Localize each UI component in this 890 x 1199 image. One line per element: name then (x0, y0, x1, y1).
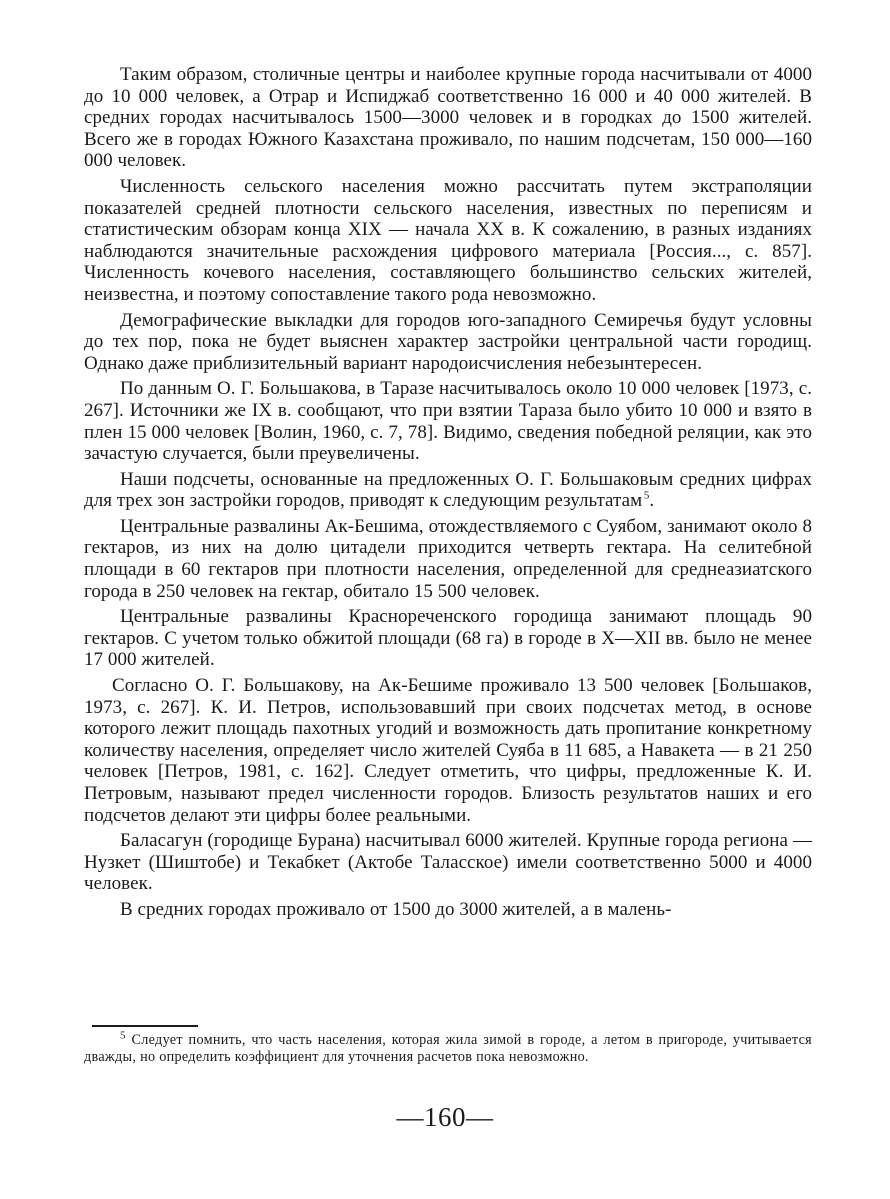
paragraph-5: Наши подсчеты, основанные на предложенных О. Г. Большаковым средних цифрах для трех зон застройки городов, приводят к следующим результатам $^5$. (84, 468, 812, 512)
footnote (84, 1029, 812, 1065)
paragraph-9: Баласагун (городище Бурана) насчитывал 6000 жителей. Крупные города региона — Нузкет (Шиштобе) и Текабкет (Актобе Таласское) имели соответственно 5000 и 4000 человек. (84, 830, 812, 895)
paragraph-1: Таким образом, столичные центры и наиболее крупные города насчитывали от 4000 до 10 000 человек, а Отрар и Испиджаб соответственно 16 000 и 40 000 жителей. В средних городах насчитывалось 1500—3000 человек и в городках до 1500 жителей. Всего же в городах Южного Казахстана проживало, по нашим подсчетам, 150 000—160 000 человек. (84, 64, 812, 172)
footnote-reference: 5 (643, 489, 650, 502)
paragraph-2: Численность сельского населения можно рассчитать путем экстраполяции показателей средней плотности сельского населения, известных по переписям и статистическим обзорам конца XIX — начала XX в. К сожалению, в разных изданиях наблюдаются значительные расхождения цифрового материала [Россия..., с. 857]. Численность кочевого населения, составляющего большинство сельских жителей, неизвестна, и поэтому сопоставление такого рода невозможно. (84, 175, 812, 305)
footnote-text: Следует помнить, что часть населения, которая жила зимой в городе, а летом в пригороде, учитывается дважды, но определить коэффициент для уточнения расчетов пока невозможно. (84, 1032, 812, 1065)
paragraph-4: По данным О. Г. Большакова, в Таразе насчитывалось около 10 000 человек [1973, с. 267]. Источники же IX в. сообщают, что при взятии Тараза было убито 10 000 и взято в плен 15 000 человек [Волин, 1960, с. 7, 78]. Видимо, сведения победной реляции, как это зачастую случается, были преувеличены. (84, 378, 812, 465)
footnote-marker: 5 (120, 1029, 126, 1042)
footnote-divider (92, 1025, 198, 1027)
page-body (84, 64, 812, 925)
page-number: —160— (396, 1102, 494, 1132)
paragraph-6: Центральные развалины Ак-Бешима, отождествляемого с Суябом, занимают около 8 гектаров, из них на долю цитадели приходится четверть гектара. На селитебной площади в 60 гектаров при плотности населения, определенной для среднеазиатского города в 250 человек на гектар, обитало 15 500 человек. (84, 515, 812, 602)
paragraph-3: Демографические выкладки для городов юго-западного Семиречья будут условны до тех пор, пока не будет выяснен характер застройки центральной части городищ. Однако даже приблизительный вариант народоисчисления небезынтересен. (84, 309, 812, 374)
paragraph-8: Согласно О. Г. Большакову, на Ак-Бешиме проживало 13 500 человек [Большаков, 1973, с. 267]. К. И. Петров, использовавший при своих подсчетах метод, в основе которого лежит площадь пахотных угодий и возможность дать пропитание конкретному количеству населения, определяет число жителей Суяба в 11 685, а Навакета — в 21 250 человек [Петров, 1981, с. 162]. Следует отметить, что цифры, предложенные К. И. Петровым, называют предел численности городов. Близость результатов наших и его подсчетов делают эти цифры более реальными. (84, 675, 812, 826)
paragraph-7: Центральные развалины Краснореченского городища занимают площадь 90 гектаров. С учетом только обжитой площади (68 га) в городе в X—XII вв. было не менее 17 000 жителей. (84, 606, 812, 671)
paragraph-5-text: Наши подсчеты, основанные на предложенных О. Г. Большаковым средних цифрах для трех зон застройки городов, приводят к следующим результатам (84, 468, 812, 512)
paragraph-10: В средних городах проживало от 1500 до 3000 жителей, а в малень- (120, 898, 672, 920)
